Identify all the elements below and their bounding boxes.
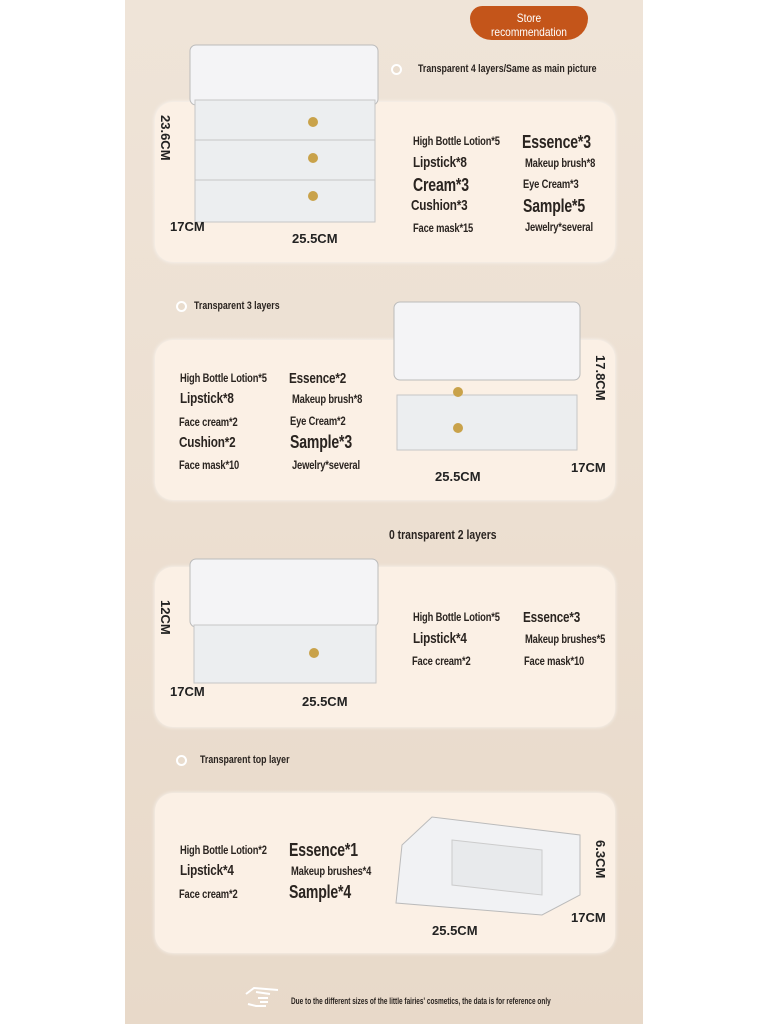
capacity-item: Eye Cream*3 bbox=[523, 177, 579, 191]
capacity-item: High Bottle Lotion*2 bbox=[180, 843, 267, 857]
width-dimension: 25.5CM bbox=[292, 231, 338, 246]
section-title: Transparent 4 layers/Same as main picture bbox=[418, 63, 597, 75]
capacity-item: Makeup brushes*5 bbox=[525, 632, 606, 646]
width-dimension: 25.5CM bbox=[435, 469, 481, 484]
capacity-item: Makeup brushes*4 bbox=[291, 864, 372, 878]
height-dimension: 12CM bbox=[158, 600, 173, 635]
capacity-item: Jewelry*several bbox=[292, 458, 360, 472]
bullet-icon bbox=[176, 755, 187, 766]
organizer-4-layers-image bbox=[185, 40, 385, 230]
capacity-item: Essence*3 bbox=[523, 609, 581, 626]
bullet-icon bbox=[176, 301, 187, 312]
capacity-item: Cream*3 bbox=[413, 175, 469, 195]
bullet-icon bbox=[391, 64, 402, 75]
badge-line-1: Store bbox=[516, 11, 542, 25]
section-title: 0 transparent 2 layers bbox=[389, 527, 497, 542]
capacity-item: Lipstick*8 bbox=[180, 390, 234, 407]
pointing-hand-icon bbox=[244, 986, 280, 1008]
section-title: Transparent top layer bbox=[200, 754, 290, 766]
capacity-item: Lipstick*4 bbox=[180, 862, 234, 879]
organizer-top-layer-image bbox=[392, 815, 582, 920]
badge-line-2: recommendation bbox=[491, 25, 567, 39]
capacity-item: Sample*3 bbox=[290, 432, 352, 452]
section-title: Transparent 3 layers bbox=[194, 300, 280, 312]
capacity-item: Cushion*2 bbox=[179, 434, 236, 451]
capacity-item: Makeup brush*8 bbox=[292, 392, 363, 406]
organizer-3-layers-image bbox=[392, 300, 582, 460]
height-dimension: 6.3CM bbox=[593, 840, 608, 879]
capacity-item: Face cream*2 bbox=[179, 887, 238, 901]
capacity-item: Sample*4 bbox=[289, 882, 351, 902]
capacity-item: High Bottle Lotion*5 bbox=[180, 371, 267, 385]
capacity-item: Makeup brush*8 bbox=[525, 156, 596, 170]
capacity-item: Face mask*10 bbox=[524, 654, 585, 668]
organizer-2-layers-image bbox=[188, 557, 380, 687]
capacity-item: Eye Cream*2 bbox=[290, 414, 346, 428]
capacity-item: Face mask*10 bbox=[179, 458, 240, 472]
width-dimension: 25.5CM bbox=[432, 923, 478, 938]
capacity-item: Face cream*2 bbox=[179, 415, 238, 429]
height-dimension: 17.8CM bbox=[593, 355, 608, 401]
capacity-item: Jewelry*several bbox=[525, 220, 593, 234]
capacity-item: Lipstick*8 bbox=[413, 154, 467, 171]
capacity-item: Essence*1 bbox=[289, 840, 358, 860]
store-recommendation-badge[interactable] bbox=[470, 6, 588, 40]
height-dimension: 23.6CM bbox=[158, 115, 173, 161]
width-dimension: 25.5CM bbox=[302, 694, 348, 709]
capacity-item: Sample*5 bbox=[523, 196, 585, 216]
depth-dimension: 17CM bbox=[170, 684, 205, 699]
capacity-item: Essence*3 bbox=[522, 132, 591, 152]
capacity-item: Essence*2 bbox=[289, 370, 347, 387]
capacity-item: High Bottle Lotion*5 bbox=[413, 134, 500, 148]
depth-dimension: 17CM bbox=[571, 460, 606, 475]
capacity-item: Face mask*15 bbox=[413, 221, 474, 235]
capacity-item: Lipstick*4 bbox=[413, 630, 467, 647]
capacity-item: Cushion*3 bbox=[411, 197, 468, 214]
capacity-item: High Bottle Lotion*5 bbox=[413, 610, 500, 624]
depth-dimension: 17CM bbox=[170, 219, 205, 234]
capacity-item: Face cream*2 bbox=[412, 654, 471, 668]
depth-dimension: 17CM bbox=[571, 910, 606, 925]
footer-note: Due to the different sizes of the little fairies' cosmetics, the data is for reference only bbox=[291, 996, 551, 1006]
